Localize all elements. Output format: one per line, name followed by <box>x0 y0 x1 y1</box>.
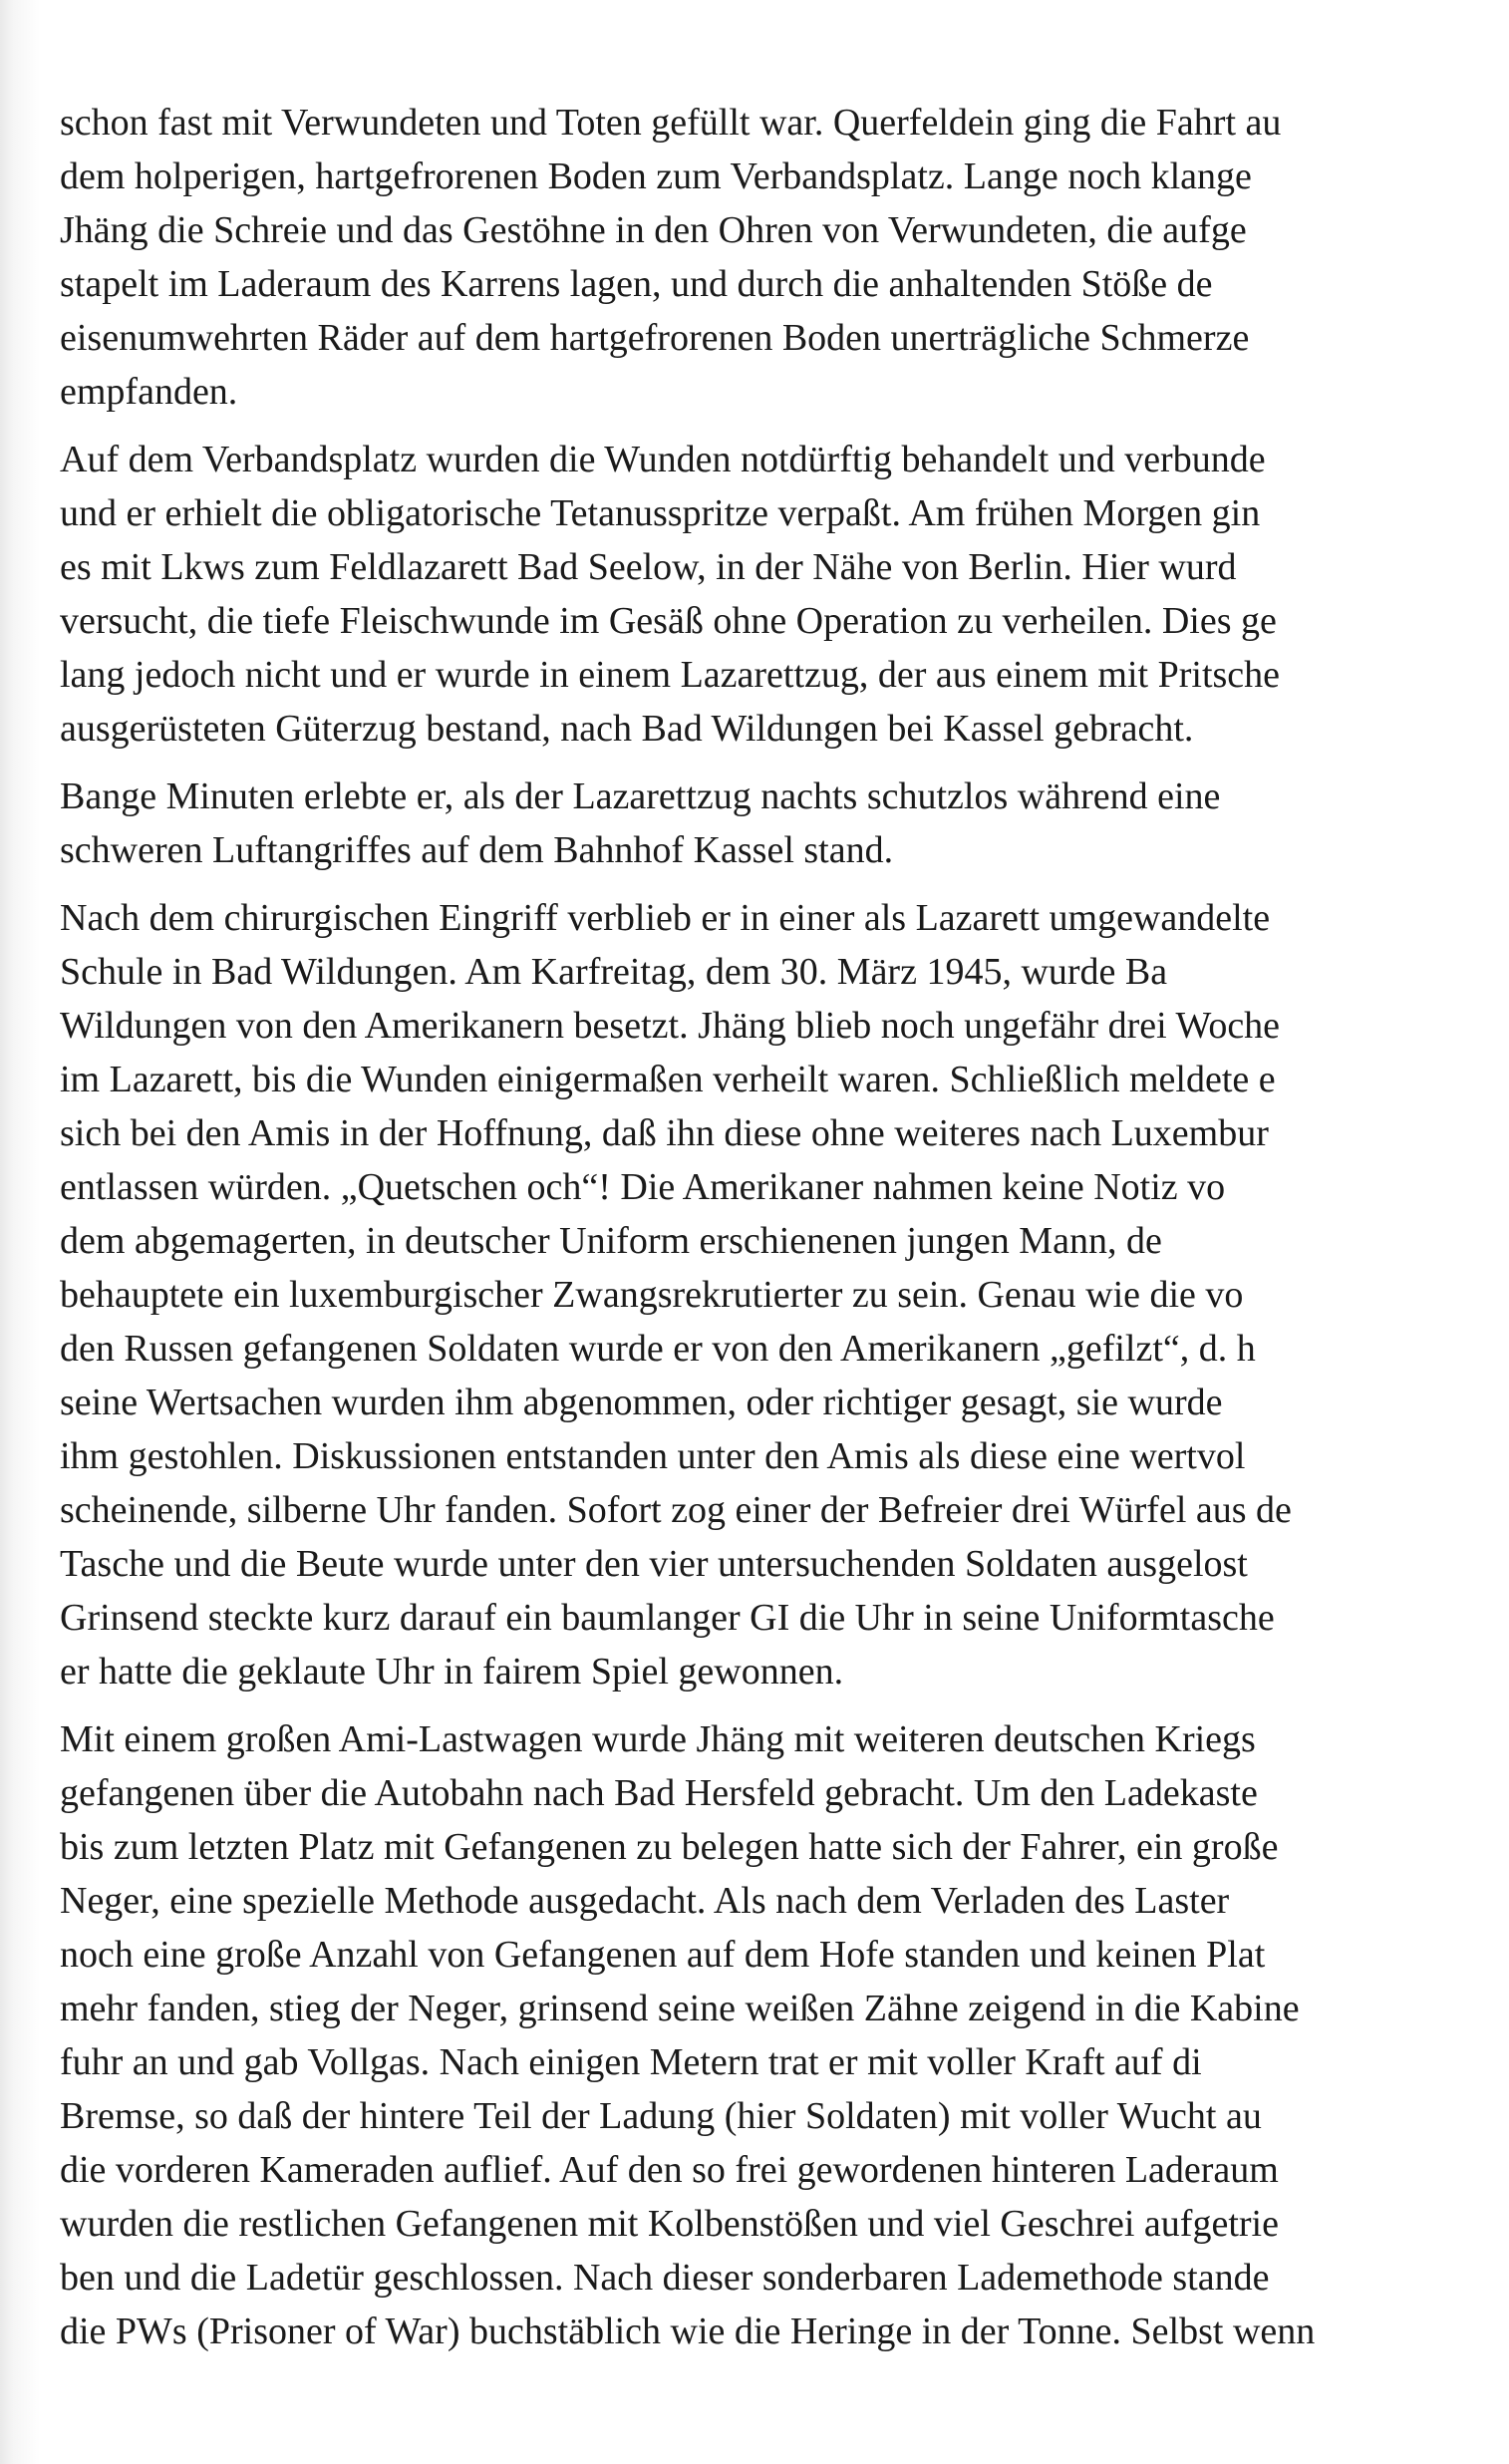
paragraph-1 <box>60 96 1495 419</box>
text-line: fuhr an und gab Vollgas. Nach einigen Metern trat er mit voller Kraft auf di <box>60 2041 1202 2083</box>
text-line: stapelt im Laderaum des Karrens lagen, und durch die anhaltenden Stöße de <box>60 263 1213 305</box>
text-line: Nach dem chirurgischen Eingriff verblieb er in einer als Lazarett umgewandelte <box>60 897 1271 939</box>
text-line: dem abgemagerten, in deutscher Uniform erschienenen jungen Mann, de <box>60 1220 1162 1262</box>
text-line: dem holperigen, hartgefrorenen Boden zum Verbandsplatz. Lange noch klange <box>60 155 1252 197</box>
text-line: Wildungen von den Amerikanern besetzt. Jhäng blieb noch ungefähr drei Woche <box>60 1005 1281 1047</box>
text-line: er hatte die geklaute Uhr in fairem Spiel gewonnen. <box>60 1651 844 1693</box>
paragraph-4 <box>60 891 1495 1698</box>
text-line: behauptete ein luxemburgischer Zwangsrekrutierter zu sein. Genau wie die vo <box>60 1274 1244 1316</box>
text-line: seine Wertsachen wurden ihm abgenommen, oder richtiger gesagt, sie wurde <box>60 1382 1223 1423</box>
paragraph-3 <box>60 770 1495 877</box>
text-line: schon fast mit Verwundeten und Toten gefüllt war. Querfeldein ging die Fahrt au <box>60 102 1282 144</box>
text-line: ausgerüsteten Güterzug bestand, nach Bad Wildungen bei Kassel gebracht. <box>60 708 1194 750</box>
text-line: die vorderen Kameraden auflief. Auf den so frei gewordenen hinteren Laderaum <box>60 2149 1279 2191</box>
text-line: eisenumwehrten Räder auf dem hartgefrorenen Boden unerträgliche Schmerze <box>60 317 1250 359</box>
text-line: Grinsend steckte kurz darauf ein baumlanger GI die Uhr in seine Uniformtasche <box>60 1597 1275 1639</box>
text-line: empfanden. <box>60 371 238 413</box>
text-line: sich bei den Amis in der Hoffnung, daß ihn diese ohne weiteres nach Luxembur <box>60 1112 1269 1154</box>
body-text <box>60 96 1495 2372</box>
text-line: Tasche und die Beute wurde unter den vier untersuchenden Soldaten ausgelost <box>60 1543 1248 1585</box>
text-line: Auf dem Verbandsplatz wurden die Wunden notdürftig behandelt und verbunde <box>60 439 1266 480</box>
text-line: die PWs (Prisoner of War) buchstäblich wie die Heringe in der Tonne. Selbst wenn <box>60 2310 1316 2352</box>
text-line: im Lazarett, bis die Wunden einigermaßen verheilt waren. Schließlich meldete e <box>60 1059 1276 1100</box>
text-line: ben und die Ladetür geschlossen. Nach dieser sonderbaren Lademethode stande <box>60 2257 1270 2299</box>
text-line: noch eine große Anzahl von Gefangenen auf dem Hofe standen und keinen Plat <box>60 1934 1266 1976</box>
text-line: Neger, eine spezielle Methode ausgedacht. Als nach dem Verladen des Laster <box>60 1880 1230 1922</box>
text-line: ihm gestohlen. Diskussionen entstanden unter den Amis als diese eine wertvol <box>60 1435 1246 1477</box>
text-line: wurden die restlichen Gefangenen mit Kolbenstößen und viel Geschrei aufgetrie <box>60 2203 1279 2245</box>
text-line: schweren Luftangriffes auf dem Bahnhof Kassel stand. <box>60 829 894 871</box>
paragraph-5 <box>60 1712 1495 2358</box>
text-line: gefangenen über die Autobahn nach Bad Hersfeld gebracht. Um den Ladekaste <box>60 1772 1258 1814</box>
text-line: entlassen würden. „Quetschen och“! Die Amerikaner nahmen keine Notiz vo <box>60 1166 1226 1208</box>
text-line: Mit einem großen Ami-Lastwagen wurde Jhäng mit weiteren deutschen Kriegs <box>60 1718 1256 1760</box>
text-line: mehr fanden, stieg der Neger, grinsend seine weißen Zähne zeigend in die Kabine <box>60 1988 1300 2029</box>
text-line: versucht, die tiefe Fleischwunde im Gesäß ohne Operation zu verheilen. Dies ge <box>60 600 1277 642</box>
text-line: Schule in Bad Wildungen. Am Karfreitag, dem 30. März 1945, wurde Ba <box>60 951 1168 993</box>
text-line: Jhäng die Schreie und das Gestöhne in den Ohren von Verwundeten, die aufge <box>60 209 1247 251</box>
text-line: lang jedoch nicht und er wurde in einem Lazarettzug, der aus einem mit Pritsche <box>60 654 1281 696</box>
text-line: scheinende, silberne Uhr fanden. Sofort zog einer der Befreier drei Würfel aus de <box>60 1489 1292 1531</box>
text-line: Bremse, so daß der hintere Teil der Ladung (hier Soldaten) mit voller Wucht au <box>60 2095 1262 2137</box>
text-line: Bange Minuten erlebte er, als der Lazarettzug nachts schutzlos während eine <box>60 775 1221 817</box>
text-line: bis zum letzten Platz mit Gefangenen zu belegen hatte sich der Fahrer, ein große <box>60 1826 1279 1868</box>
text-line: den Russen gefangenen Soldaten wurde er von den Amerikanern „gefilzt“, d. h <box>60 1328 1256 1370</box>
text-line: es mit Lkws zum Feldlazarett Bad Seelow, in der Nähe von Berlin. Hier wurd <box>60 546 1237 588</box>
text-line: und er erhielt die obligatorische Tetanusspritze verpaßt. Am frühen Morgen gin <box>60 492 1261 534</box>
paragraph-2 <box>60 433 1495 756</box>
